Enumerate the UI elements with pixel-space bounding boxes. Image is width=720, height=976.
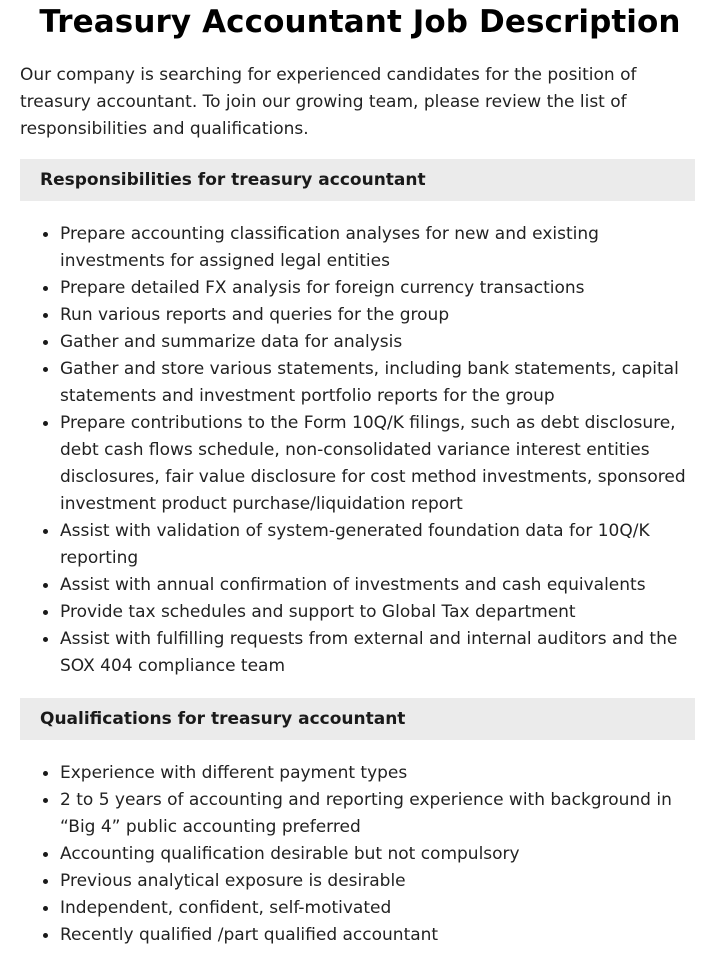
list-item-text: Previous analytical exposure is desirable [60,871,406,891]
list-item-text: Assist with validation of system-generated foundation data for 10Q/K reporting [60,521,650,568]
list-item [60,626,696,680]
list-item [60,760,696,787]
bullet-icon [43,771,48,776]
bullet-icon [43,637,48,642]
bullet-icon [43,798,48,803]
bullet-icon [43,529,48,534]
list-item [60,895,696,922]
list-item-text: Accounting qualification desirable but not compulsory [60,844,520,864]
bullet-icon [43,232,48,237]
qualifications-heading: Qualifications for treasury accountant [20,698,695,740]
list-item-text: Experience with different payment types [60,763,408,783]
responsibilities-list [0,221,720,680]
list-item [60,572,696,599]
bullet-icon [43,367,48,372]
list-item-text: Prepare accounting classification analyses for new and existing investments for assigned legal entities [60,224,599,271]
list-item-text: Assist with annual confirmation of investments and cash equivalents [60,575,646,595]
bullet-icon [43,286,48,291]
responsibilities-heading: Responsibilities for treasury accountant [20,159,695,201]
list-item-text: Gather and summarize data for analysis [60,332,403,352]
list-item [60,787,696,841]
qualifications-list [0,760,720,949]
list-item [60,518,696,572]
list-item [60,329,696,356]
list-item [60,841,696,868]
bullet-icon [43,906,48,911]
bullet-icon [43,583,48,588]
page-title: Treasury Accountant Job Description [39,4,681,40]
bullet-icon [43,421,48,426]
bullet-icon [43,313,48,318]
bullet-icon [43,879,48,884]
list-item-text: Gather and store various statements, including bank statements, capital statements and investment portfolio reports for the group [60,359,679,406]
intro-paragraph: Our company is searching for experienced candidates for the position of treasury accountant. To join our growing team, please review the list of responsibilities and qualifications. [20,65,637,139]
list-item-text: Run various reports and queries for the group [60,305,450,325]
list-item [60,410,696,518]
bullet-icon [43,852,48,857]
list-item-text: Provide tax schedules and support to Global Tax department [60,602,576,622]
list-item [60,356,696,410]
list-item-text: Prepare detailed FX analysis for foreign currency transactions [60,278,585,298]
bullet-icon [43,933,48,938]
list-item [60,599,696,626]
list-item [60,221,696,275]
bullet-icon [43,610,48,615]
list-item-text: Prepare contributions to the Form 10Q/K filings, such as debt disclosure, debt cash flows schedule, non-consolidated variance interest entities disclosures, fair value disclosure for cost method investments, sponsored investment product purchase/liquidation report [60,413,686,514]
list-item-text: Independent, confident, self-motivated [60,898,392,918]
list-item-text: Recently qualified /part qualified accountant [60,925,439,945]
list-item [60,868,696,895]
list-item [60,922,696,949]
list-item-text: 2 to 5 years of accounting and reporting experience with background in “Big 4” public accounting preferred [60,790,672,837]
list-item-text: Assist with fulfilling requests from external and internal auditors and the SOX 404 compliance team [60,629,678,676]
list-item [60,302,696,329]
list-item [60,275,696,302]
bullet-icon [43,340,48,345]
